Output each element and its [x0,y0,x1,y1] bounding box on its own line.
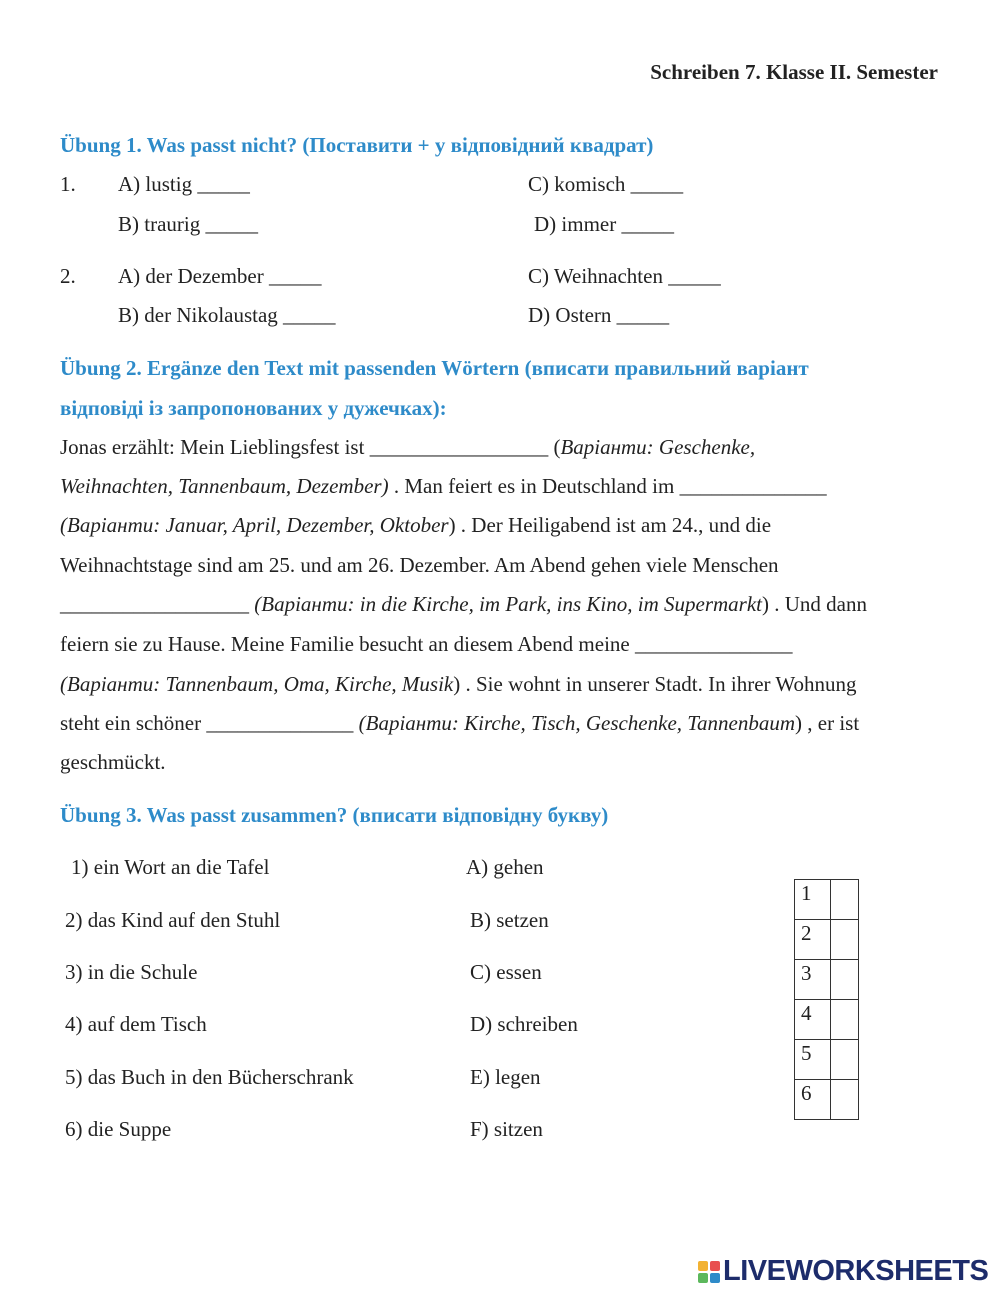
answer-input-5[interactable] [831,1040,859,1080]
answer-number: 5 [795,1040,831,1080]
answer-grid [794,879,859,1120]
exercise-1-q1-option-d[interactable]: D) immer _____ [534,212,674,236]
answer-row [795,1040,859,1080]
options-monat: (Варіанти: Januar, April, Dezember, Oktober [60,513,449,537]
exercise-3-right-item-e: E) legen [470,1065,541,1089]
exercise-3-left-item-6: 6) die Suppe [65,1117,172,1141]
answer-input-3[interactable] [831,960,859,1000]
exercise-2-text-line-7: (Варіанти: Tannenbaum, Oma, Kirche, Musik) . Sie wohnt in unserer Stadt. In ihrer Wohnung [60,672,857,696]
answer-input-2[interactable] [831,920,859,960]
exercise-1-q1-option-c[interactable]: C) komisch _____ [528,172,684,196]
liveworksheets-logo [698,1255,988,1288]
answer-row [795,880,859,920]
exercise-1-heading: Übung 1. Was passt nicht? (Поставити + у відповідний квадрат) [60,133,654,157]
answer-number: 4 [795,1000,831,1040]
exercise-3-left-item-4: 4) auf dem Tisch [65,1012,207,1036]
exercise-3-right-item-f: F) sitzen [470,1117,543,1141]
exercise-3-heading: Übung 3. Was passt zusammen? (вписати відповідну букву) [60,803,609,827]
answer-row [795,920,859,960]
exercise-2-text-line-2: Weihnachten, Tannenbaum, Dezember) . Man feiert es in Deutschland im ______________ [60,474,827,498]
answer-number: 6 [795,1080,831,1120]
answer-row [795,960,859,1000]
exercise-3-left-item-5: 5) das Buch in den Bücherschrank [65,1065,354,1089]
exercise-3-left-item-3: 3) in die Schule [65,960,198,984]
exercise-1-q2-option-b[interactable]: B) der Nikolaustag _____ [118,303,336,327]
exercise-2-heading-line-2: відповіді із запропонованих у дужечках): [60,396,447,420]
logo-mark-icon [698,1261,720,1283]
options-ort: (Варіанти: in die Kirche, im Park, ins Kino, im Supermarkt [254,592,763,616]
exercise-1-q2-option-a[interactable]: A) der Dezember _____ [118,264,322,288]
worksheet-title: Schreiben 7. Klasse II. Semester [650,60,938,84]
exercise-3-right-item-b: B) setzen [470,908,549,932]
answer-number: 2 [795,920,831,960]
exercise-1-q1-option-a[interactable]: A) lustig _____ [118,172,250,196]
options-lieblingsfest: Варіанти: Geschenke, [560,435,756,459]
options-besuch: (Варіанти: Tannenbaum, Oma, Kirche, Musik [60,672,454,696]
exercise-1-q1-number: 1. [60,172,76,196]
answer-row [795,1000,859,1040]
exercise-2-text-line-6: feiern sie zu Hause. Meine Familie besucht an diesem Abend meine _______________ [60,632,793,656]
logo-text: LIVEWORKSHEETS [723,1255,989,1287]
exercise-1-q1-option-b[interactable]: B) traurig _____ [118,212,258,236]
exercise-3-right-item-c: C) essen [470,960,542,984]
answer-input-6[interactable] [831,1080,859,1120]
exercise-2-heading-line-1: Übung 2. Ergänze den Text mit passenden Wörtern (вписати правильний варіант [60,356,809,380]
exercise-3-right-item-d: D) schreiben [470,1012,578,1036]
options-wohnung: (Варіанти: Kirche, Tisch, Geschenke, Tannenbaum [358,711,796,735]
exercise-1-q2-option-d[interactable]: D) Ostern _____ [528,303,670,327]
exercise-2-text-line-9: geschmückt. [60,750,166,774]
answer-input-4[interactable] [831,1000,859,1040]
exercise-1-q2-option-c[interactable]: C) Weihnachten _____ [528,264,721,288]
answer-row [795,1080,859,1120]
answer-number: 1 [795,880,831,920]
exercise-1-q2-number: 2. [60,264,76,288]
exercise-3-left-item-2: 2) das Kind auf den Stuhl [65,908,281,932]
exercise-3-left-item-1: 1) ein Wort an die Tafel [71,855,270,879]
exercise-2-text-line-4: Weihnachtstage sind am 25. und am 26. Dezember. Am Abend gehen viele Menschen [60,553,779,577]
options-lieblingsfest-cont: Weihnachten, Tannenbaum, Dezember) [60,474,389,498]
exercise-2-text-line-8: steht ein schöner ______________ (Варіанти: Kirche, Tisch, Geschenke, Tannenbaum) , er ist [60,711,860,735]
answer-input-1[interactable] [831,880,859,920]
exercise-2-text-line-5: __________________ (Варіанти: in die Kirche, im Park, ins Kino, im Supermarkt) . Und dann [60,592,867,616]
exercise-3-right-item-a: A) gehen [466,855,544,879]
answer-number: 3 [795,960,831,1000]
exercise-2-text-line-1: Jonas erzählt: Mein Lieblingsfest ist _________________ (Варіанти: Geschenke, [60,435,756,459]
exercise-2-text-line-3: (Варіанти: Januar, April, Dezember, Oktober) . Der Heiligabend ist am 24., und die [60,513,772,537]
